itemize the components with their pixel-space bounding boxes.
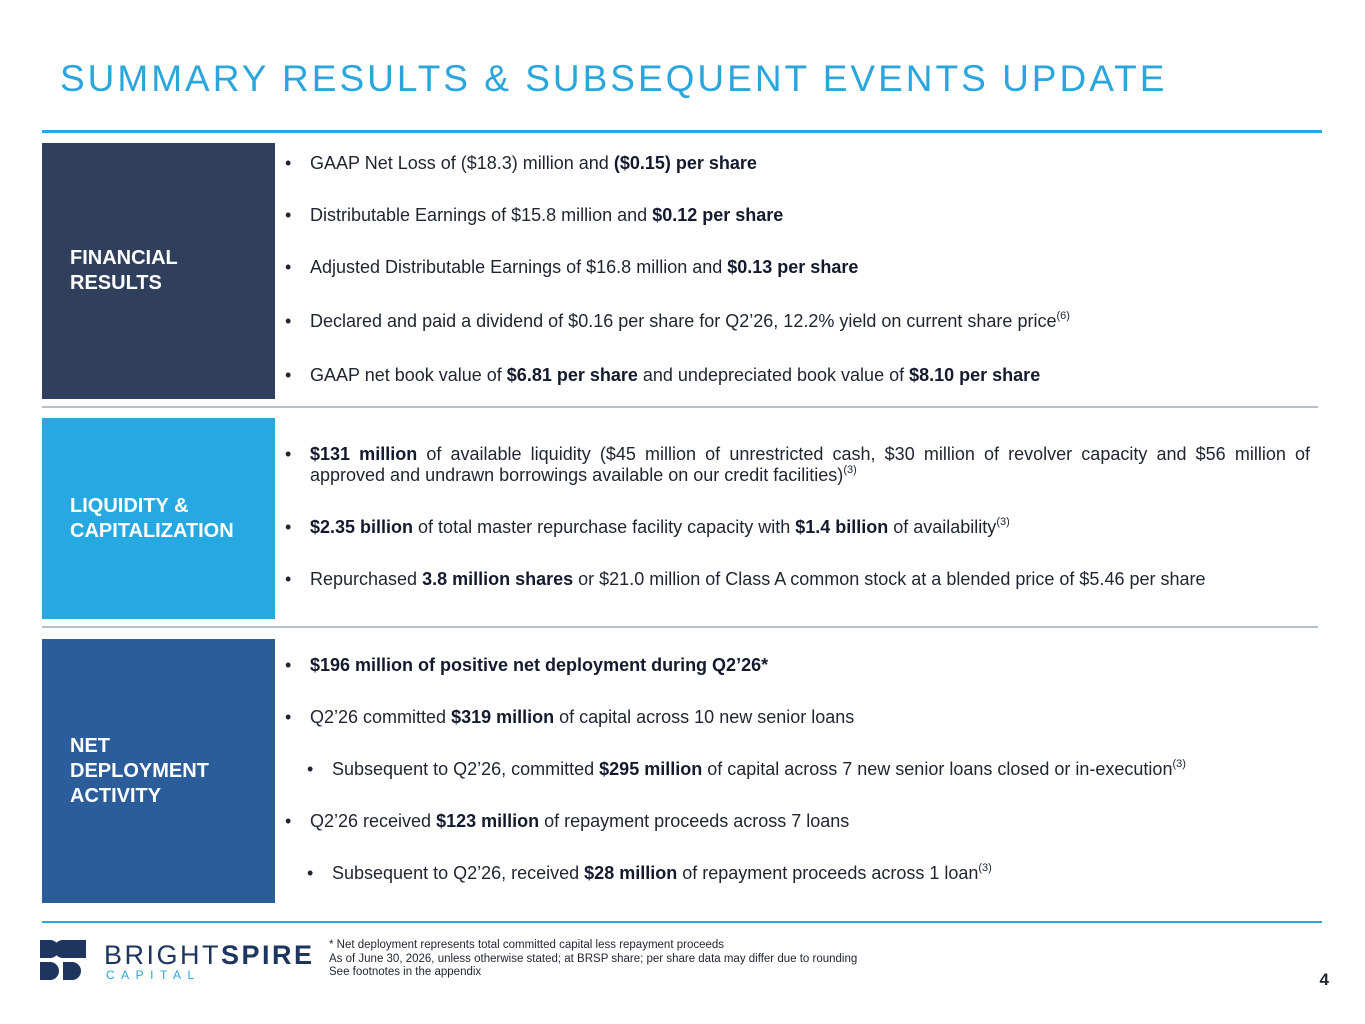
bullet-icon: • — [285, 517, 292, 537]
logo-name-bold: SPIRE — [221, 940, 315, 970]
liquidity-capitalization-label: LIQUIDITY & CAPITALIZATION — [70, 494, 234, 542]
list-item: • Adjusted Distributable Earnings of $16.8 million and $0.13 per share — [285, 257, 859, 277]
bullet-icon: • — [285, 205, 292, 225]
bottom-divider — [42, 921, 1322, 923]
bullet-icon: • — [307, 759, 314, 779]
page-title: SUMMARY RESULTS & SUBSEQUENT EVENTS UPDATE — [60, 58, 1168, 99]
bullet-icon: • — [285, 444, 292, 464]
list-item: • Declared and paid a dividend of $0.16 per share for Q2’26, 12.2% yield on current share price$^{(6)}$ — [285, 310, 1070, 331]
footnote-line: * Net deployment represents total committed capital less repayment proceeds — [329, 939, 725, 951]
page-number: 4 — [1319, 970, 1329, 989]
bullet-icon: • — [285, 153, 292, 173]
net-deployment-activity-label-box — [42, 639, 275, 903]
footnotes — [329, 939, 857, 980]
logo-subtitle: CAPITAL — [106, 968, 201, 982]
liquidity-capitalization-label-box — [42, 418, 275, 619]
financial-results-label-box — [42, 143, 275, 399]
section-divider — [42, 406, 1318, 408]
logo-wordmark — [104, 940, 315, 970]
top-divider — [42, 130, 1322, 133]
financial-results-label: FINANCIAL RESULTS — [70, 247, 178, 294]
brightspire-logo-icon — [40, 940, 88, 982]
list-item: • $131 million of available liquidity ($45 million of unrestricted cash, $30 million of revolver capacity and $56 million of approved and undrawn borrowings available on our credit facilities)$^{(3)}$ — [285, 444, 1310, 485]
list-item: • GAAP Net Loss of ($18.3) million and ($0.15) per share — [285, 153, 757, 173]
bullet-icon: • — [285, 365, 292, 385]
list-item: • Repurchased 3.8 million shares or $21.0 million of Class A common stock at a blended price of $5.46 per share — [285, 569, 1206, 589]
list-item: • Q2’26 received $123 million of repayment proceeds across 7 loans — [285, 811, 850, 831]
logo-name-light: BRIGHT — [104, 940, 222, 970]
sub-list-item: • Subsequent to Q2’26, committed $295 million of capital across 7 new senior loans closed or in-execution$^{(3)}$ — [307, 758, 1186, 779]
list-item: • $2.35 billion of total master repurchase facility capacity with $1.4 billion of availability$^{(3)}$ — [285, 516, 1010, 537]
bullet-icon: • — [285, 569, 292, 589]
list-item: • GAAP net book value of $6.81 per share and undepreciated book value of $8.10 per share — [285, 365, 1041, 385]
bullet-icon: • — [285, 707, 292, 727]
net-deployment-activity-label: NET DEPLOYMENT ACTIVITY — [70, 734, 209, 807]
bullet-icon: • — [285, 811, 292, 831]
footnote-line: See footnotes in the appendix — [329, 966, 482, 978]
bullet-icon: • — [285, 311, 292, 331]
list-item: • $196 million of positive net deployment during Q2’26* — [285, 655, 769, 675]
list-item: • Q2’26 committed $319 million of capital across 10 new senior loans — [285, 707, 855, 727]
bullet-icon: • — [307, 863, 314, 883]
sub-list-item: • Subsequent to Q2’26, received $28 million of repayment proceeds across 1 loan$^{(3)}$ — [307, 862, 992, 883]
bullet-icon: • — [285, 655, 292, 675]
section-divider — [42, 626, 1318, 628]
bullet-icon: • — [285, 257, 292, 277]
list-item: • Distributable Earnings of $15.8 million and $0.12 per share — [285, 205, 784, 225]
footnote-line: As of June 30, 2026, unless otherwise stated; at BRSP share; per share data may differ due to rounding — [329, 952, 858, 965]
